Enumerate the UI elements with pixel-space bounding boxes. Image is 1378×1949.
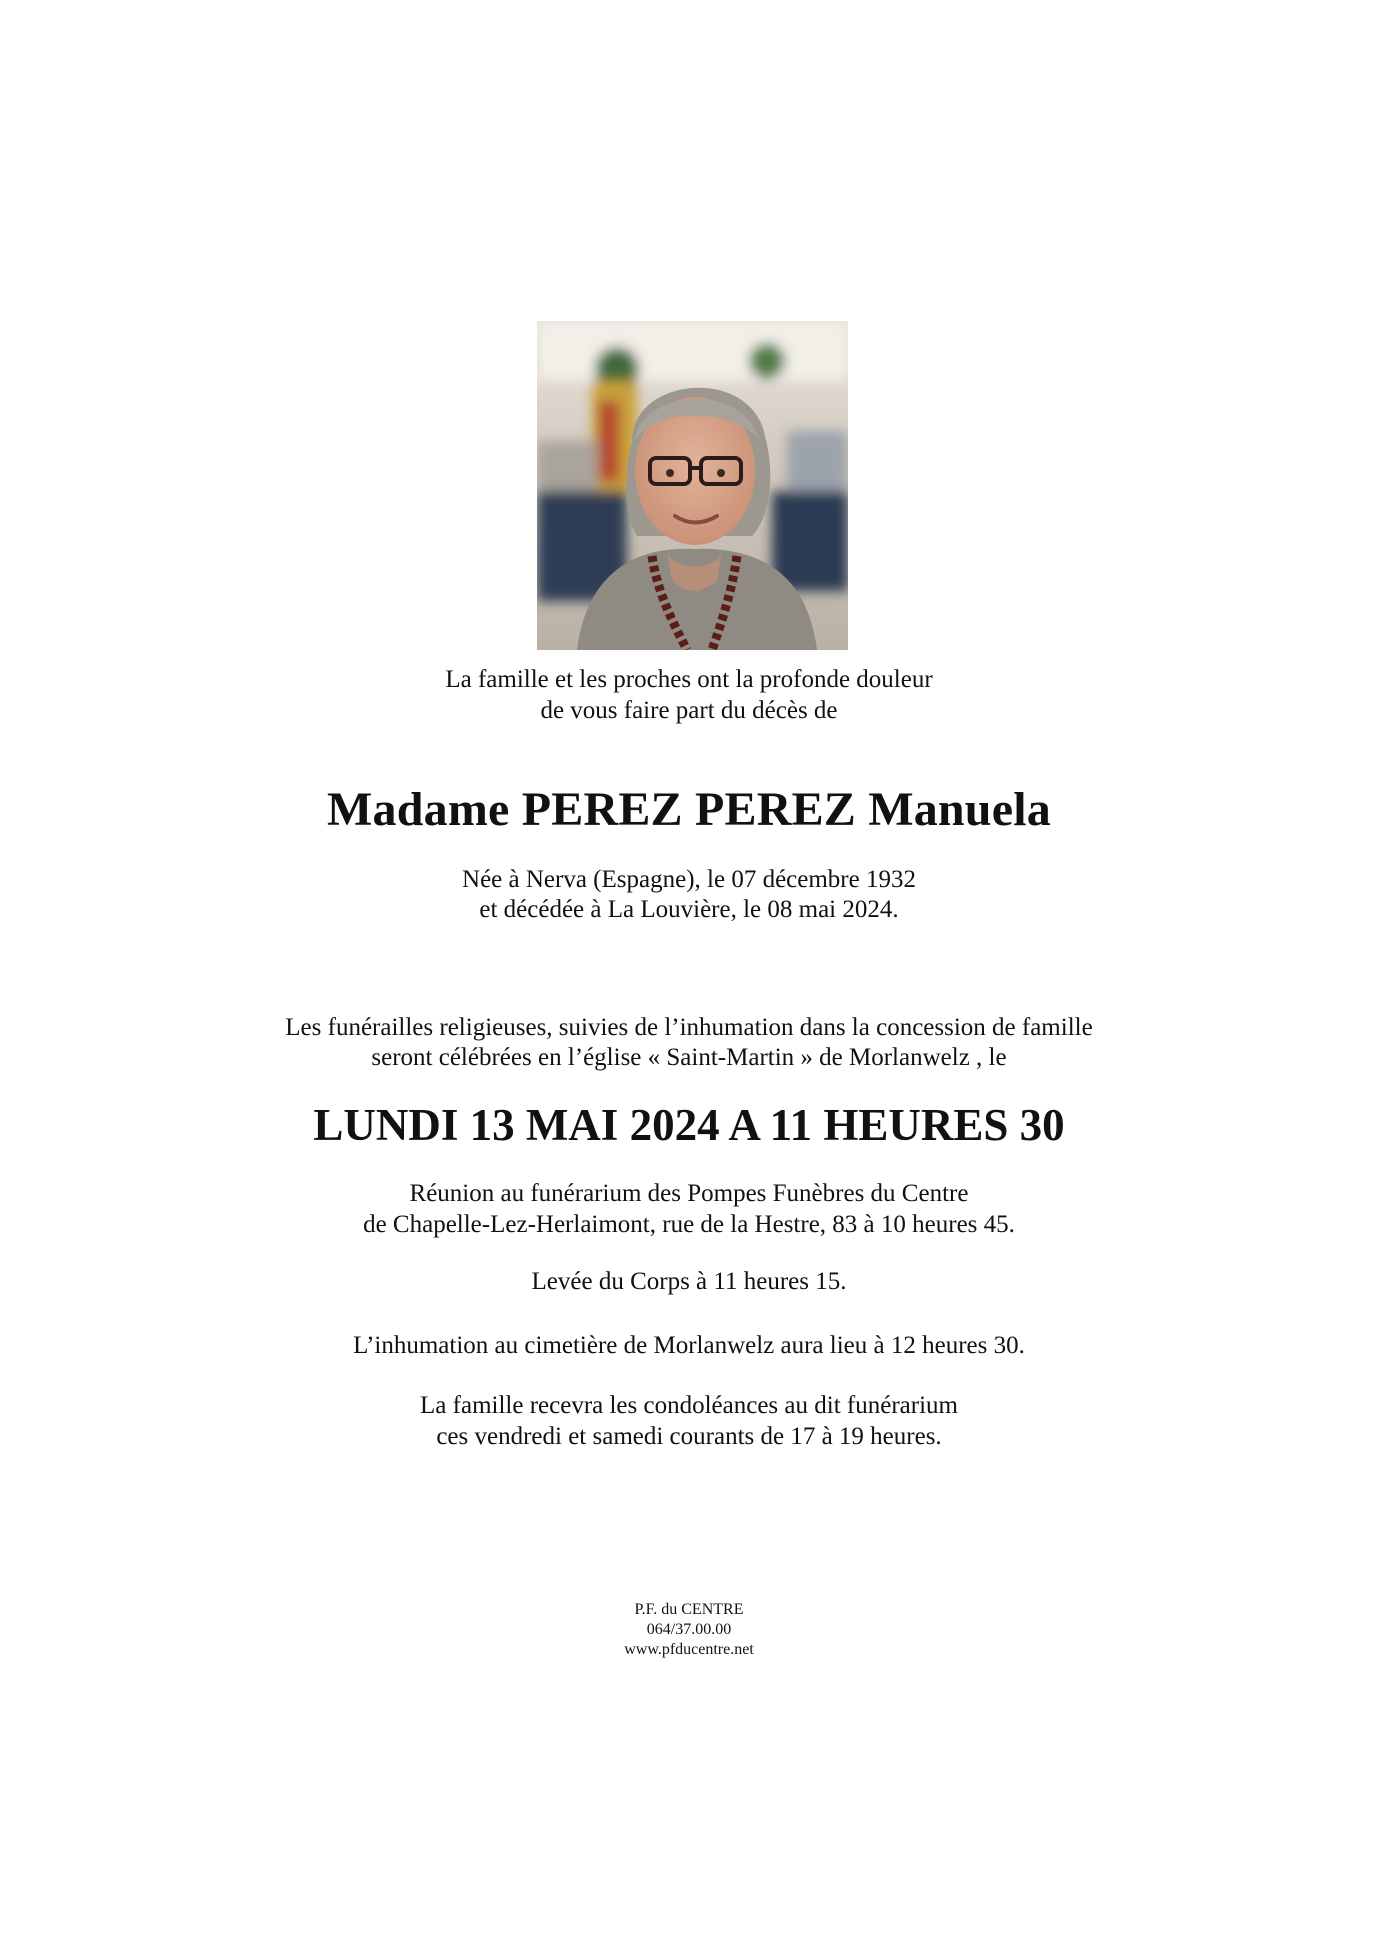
condoleances-line: ces vendredi et samedi courants de 17 à 19 heures. [436,1423,942,1450]
funeral-datetime: LUNDI 13 MAI 2024 A 11 HEURES 30 [313,1100,1065,1150]
funeral-home-name: P.F. du CENTRE [634,1601,744,1618]
death-line: et décédée à La Louvière, le 08 mai 2024. [479,896,899,923]
reunion-line: de Chapelle-Lez-Herlaimont, rue de la Hestre, 83 à 10 heures 45. [363,1211,1015,1238]
funeral-home-footer [0,1600,1378,1660]
birth-line: Née à Nerva (Espagne), le 07 décembre 1932 [462,866,916,893]
inhumation-info: L’inhumation au cimetière de Morlanwelz aura lieu à 12 heures 30. [353,1332,1025,1359]
funeral-home-website[interactable]: www.pfducentre.net [624,1641,754,1658]
reunion-info [0,1178,1378,1240]
portrait-illustration [537,321,848,650]
funeral-line: seront célébrées en l’église « Saint-Martin » de Morlanwelz , le [371,1044,1007,1071]
deceased-name: Madame PEREZ PEREZ Manuela [327,783,1051,836]
funeral-home-phone: 064/37.00.00 [646,1621,732,1638]
intro-text [0,664,1378,726]
reunion-line: Réunion au funérarium des Pompes Funèbres du Centre [409,1180,969,1207]
birth-death-info [0,865,1378,925]
condoleances-info [0,1390,1378,1452]
funeral-info [0,1013,1378,1073]
intro-line: de vous faire part du décès de [540,697,838,724]
intro-line: La famille et les proches ont la profonde douleur [445,666,933,693]
portrait-photo [537,321,848,650]
condoleances-line: La famille recevra les condoléances au dit funérarium [420,1392,958,1419]
levee-info: Levée du Corps à 11 heures 15. [531,1268,847,1295]
funeral-line: Les funérailles religieuses, suivies de l’inhumation dans la concession de famille [285,1014,1093,1041]
